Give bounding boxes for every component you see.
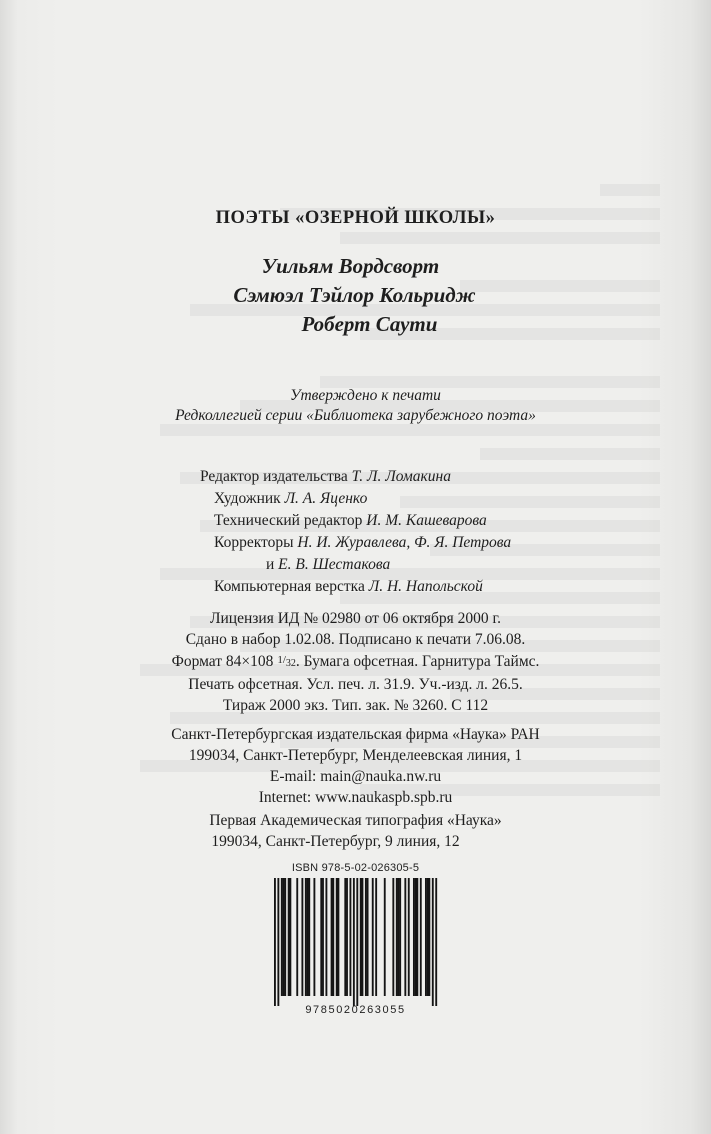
printing-line: Печать офсетная. Усл. печ. л. 31.9. Уч.-изд. л. 26.5.	[188, 676, 523, 693]
barcode-bar	[392, 878, 394, 996]
credit-tech-editor	[200, 510, 511, 532]
barcode-bar	[325, 878, 327, 996]
format-prefix: Формат 84×108	[171, 653, 274, 670]
barcode-bar	[332, 878, 334, 996]
credit-role: Редактор издательства	[200, 468, 348, 485]
author-3: Роберт Саути	[301, 312, 438, 336]
credit-name: Т. Л. Ломакина	[351, 468, 451, 485]
barcode-bar	[432, 878, 434, 1006]
credit-proofreaders	[200, 532, 511, 554]
credit-name: Л. Н. Напольской	[368, 578, 483, 595]
barcode-bar	[362, 878, 364, 996]
barcode-bar	[313, 878, 315, 996]
barcode-bar	[416, 878, 418, 996]
credit-role: и	[266, 556, 275, 573]
barcode-bar	[307, 878, 309, 996]
barcode-bar	[337, 878, 339, 996]
barcode-image	[268, 878, 443, 1006]
dates-line: Сдано в набор 1.02.08. Подписано к печати 7.06.08.	[185, 631, 526, 648]
publisher-internet: Internet: www.naukaspb.spb.ru	[258, 789, 453, 806]
publisher-email: E-mail: main@nauka.nw.ru	[269, 768, 442, 785]
barcode-bar	[296, 878, 298, 996]
publisher-address: 199034, Санкт-Петербург, Менделеевская линия, 1	[188, 747, 523, 764]
credit-name: И. М. Кашеварова	[366, 512, 487, 529]
barcode-bar	[365, 878, 367, 996]
barcode-bar	[353, 878, 355, 1006]
license-line: Лицензия ИД № 02980 от 06 октября 2000 г.	[210, 610, 501, 627]
author-1: Уильям Вордсворт	[261, 254, 440, 278]
barcode-bar	[301, 878, 303, 996]
circulation-line: Тираж 2000 экз. Тип. зак. № 3260. С 112	[222, 697, 489, 714]
credit-role: Технический редактор	[214, 512, 363, 529]
barcode-bar	[322, 878, 324, 996]
barcode-bar	[356, 878, 358, 1006]
credit-name: Е. В. Шестакова	[278, 556, 391, 573]
barcode-bar	[349, 878, 351, 996]
staff-credits	[200, 466, 511, 598]
credit-editor	[200, 466, 511, 488]
credit-role: Художник	[214, 490, 281, 507]
barcode-bar	[360, 878, 362, 996]
barcode-bar	[420, 878, 422, 996]
credit-name: Л. А. Яценко	[284, 490, 368, 507]
approval-line-2: Редколлегией серии «Библиотека зарубежного поэта»	[175, 407, 536, 424]
barcode-bar	[320, 878, 322, 996]
barcode-bar	[346, 878, 348, 996]
isbn-block	[268, 862, 443, 1030]
barcode-bar	[435, 878, 437, 1006]
barcode-bar	[336, 878, 338, 996]
barcode-bar	[404, 878, 406, 996]
barcode-bar	[274, 878, 276, 1006]
fraction-numerator: 1	[277, 654, 283, 666]
barcode-bar	[283, 878, 285, 996]
barcode-bar	[367, 878, 369, 996]
approval-line-1: Утверждено к печати	[290, 387, 441, 404]
barcode-bar	[396, 878, 398, 996]
barcode-bar	[427, 878, 429, 996]
barcode-bar	[344, 878, 346, 996]
credit-name: Н. И. Журавлева, Ф. Я. Петрова	[297, 534, 512, 551]
barcode-bar	[399, 878, 401, 996]
printer-info	[0, 810, 711, 852]
printer-name: Первая Академическая типография «Наука»	[209, 812, 502, 829]
barcode-bar	[428, 878, 430, 996]
approval-note	[0, 386, 711, 426]
credit-artist	[200, 488, 511, 510]
barcode-bar	[331, 878, 333, 996]
barcode-bar	[375, 878, 377, 996]
barcode-bar	[413, 878, 415, 996]
barcode-bar	[305, 878, 307, 996]
barcode-bar	[384, 878, 386, 996]
barcode-bar	[415, 878, 417, 996]
credit-layout	[200, 576, 511, 598]
publication-details	[0, 608, 711, 716]
book-title: ПОЭТЫ «ОЗЕРНОЙ ШКОЛЫ»	[215, 208, 496, 228]
barcode-bar	[288, 878, 290, 996]
barcode-bar	[308, 878, 310, 996]
fraction-denominator: 32	[285, 658, 296, 669]
barcode-bar	[408, 878, 410, 996]
barcode-bar	[284, 878, 286, 996]
author-2: Сэмюэл Тэйлор Кольридж	[233, 283, 476, 307]
barcode-bar	[281, 878, 283, 996]
credit-role: Компьютерная верстка	[214, 578, 365, 595]
barcode-bar	[425, 878, 427, 996]
authors-list	[0, 252, 711, 339]
format-suffix: . Бумага офсетная. Гарнитура Таймс.	[295, 653, 540, 670]
publisher-name: Санкт-Петербургская издательская фирма «Наука» РАН	[171, 726, 540, 743]
barcode-bar	[289, 878, 291, 996]
printer-address: 199034, Санкт-Петербург, 9 линия, 12	[211, 833, 460, 850]
isbn-label: ISBN 978-5-02-026305-5	[291, 862, 420, 874]
barcode-bar	[398, 878, 400, 996]
credit-role: Корректоры	[214, 534, 294, 551]
format-fraction: $1/_{32}$	[277, 654, 296, 669]
barcode-digits: 9785020263055	[305, 1004, 406, 1016]
barcode-bar	[372, 878, 374, 996]
format-line	[0, 650, 711, 674]
credit-proofreaders-cont	[200, 554, 511, 576]
publisher-info	[0, 724, 711, 808]
barcode-bar	[277, 878, 279, 1006]
